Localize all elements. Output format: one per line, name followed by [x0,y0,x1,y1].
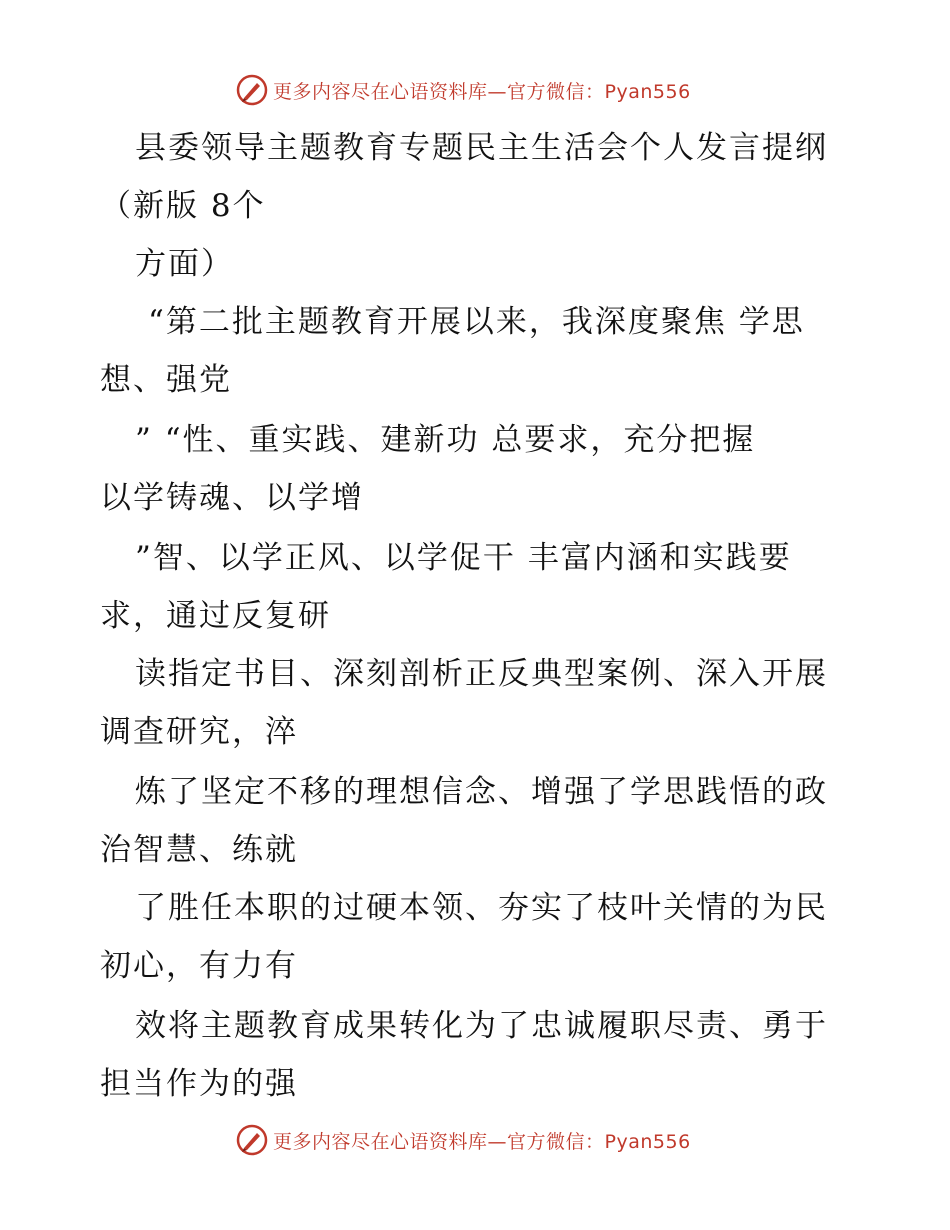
doc-title-line-3: 方面） [135,246,234,282]
paragraph-line: 了胜任本职的过硬本领、夯实了枝叶关情的为民 [135,890,828,926]
paragraph-line: 炼了坚定不移的理想信念、增强了学思践悟的政 [135,774,828,810]
watermark-footer [235,1122,691,1158]
paragraph-line: 治智慧、练就 [100,832,298,868]
paragraph-line: “第二批主题教育开展以来，我深度聚焦 学思 [148,304,805,340]
paragraph-line: 以学铸魂、以学增 [100,480,364,516]
doc-title-line-1: 县委领导主题教育专题民主生活会个人发言提纲 [135,130,828,166]
watermark-text: 更多内容尽在心语资料库—官方微信：Pyan556 [273,80,691,103]
paragraph-line: 读指定书目、深刻剖析正反典型案例、深入开展 [135,656,828,692]
watermark-header [235,72,691,108]
doc-title-line-2: （新版 8个 [100,188,266,224]
paragraph-line: ”智、以学正风、以学促干 丰富内涵和实践要 [135,540,792,576]
paragraph-line: ” “性、重实践、建新功 总要求，充分把握 [135,422,756,458]
watermark-text: 更多内容尽在心语资料库—官方微信：Pyan556 [273,1130,691,1153]
paragraph-line: 调查研究，淬 [100,714,298,750]
paragraph-line: 初心，有力有 [100,948,298,984]
pen-logo-icon [235,73,269,107]
paragraph-line: 效将主题教育成果转化为了忠诚履职尽责、勇于 [135,1008,828,1044]
paragraph-line: 想、强党 [100,362,232,398]
paragraph-line: 求，通过反复研 [100,598,331,634]
paragraph-line: 担当作为的强 [100,1066,298,1102]
pen-logo-icon [235,1123,269,1157]
